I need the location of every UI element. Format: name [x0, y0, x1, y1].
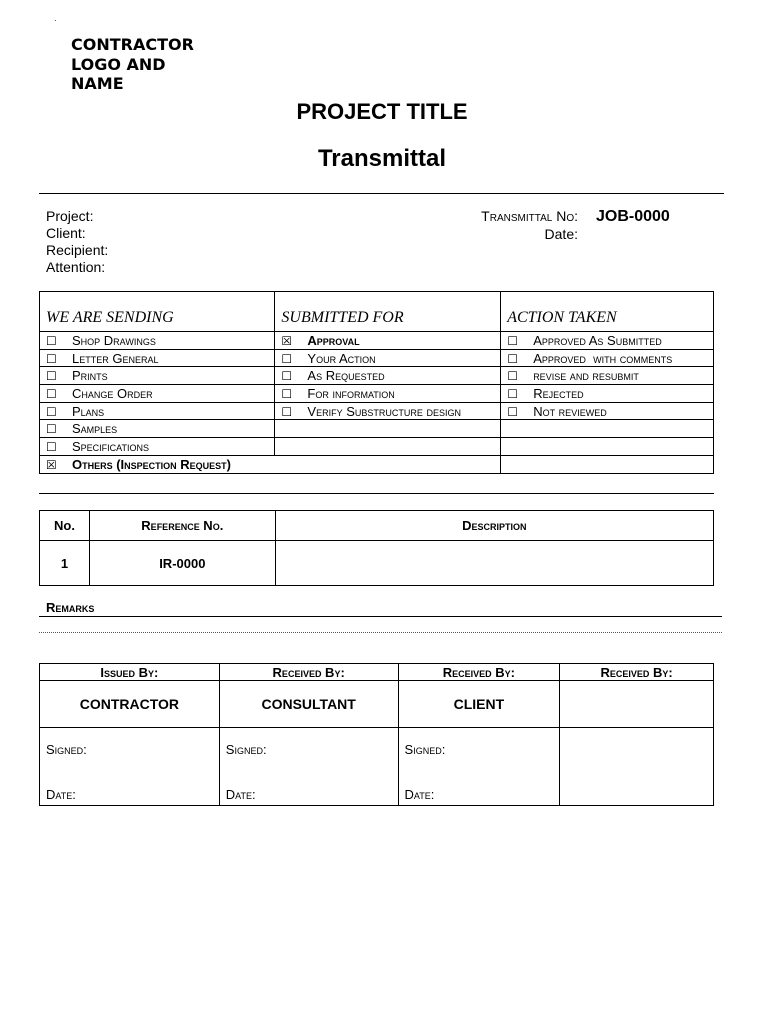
checklist-row: [40, 349, 714, 367]
checkbox-approved-with-comments[interactable]: ☐ Approved with comments: [501, 349, 714, 367]
table-row: [40, 541, 714, 586]
remarks-dotted-line[interactable]: [39, 632, 722, 633]
section-divider: [39, 493, 714, 494]
checkbox-as-requested[interactable]: ☐ As Requested: [275, 367, 501, 385]
items-header-row: [40, 511, 714, 541]
submitted-for-heading: SUBMITTED FOR: [275, 292, 501, 332]
transmittal-checklist: [39, 291, 714, 474]
received-by-heading: Received By:: [219, 664, 398, 681]
item-description[interactable]: [275, 541, 713, 586]
action-taken-heading: ACTION TAKEN: [501, 292, 714, 332]
signature-cell-empty[interactable]: [560, 728, 714, 806]
attention-label: Attention:: [46, 259, 106, 275]
checkbox-approval[interactable]: ☒ Approval: [275, 332, 501, 350]
column-no: No.: [40, 511, 90, 541]
checklist-header-row: [40, 292, 714, 332]
checkbox-verify-substructure-design[interactable]: ☐ Verify Substructure design: [275, 402, 501, 420]
items-table: [39, 510, 714, 586]
checkbox-revise-and-resubmit[interactable]: ☐ revise and resubmit: [501, 367, 714, 385]
party-client: CLIENT: [398, 681, 560, 728]
checklist-row: [40, 385, 714, 403]
party-consultant: CONSULTANT: [219, 681, 398, 728]
checkbox-shop-drawings[interactable]: ☐ Shop Drawings: [40, 332, 275, 350]
signoff-table: [39, 663, 714, 806]
checklist-row: [40, 420, 714, 438]
checklist-row: [40, 332, 714, 350]
checkbox-your-action[interactable]: ☐ Your Action: [275, 349, 501, 367]
checkbox-rejected[interactable]: ☐ Rejected: [501, 385, 714, 403]
project-title: PROJECT TITLE: [296, 99, 468, 124]
document-title: Transmittal: [317, 145, 447, 172]
checklist-row: [40, 367, 714, 385]
remarks-underline: [39, 616, 722, 617]
checklist-row: [40, 438, 714, 456]
date-label: Date:: [225, 787, 256, 802]
item-reference: IR-0000: [89, 541, 275, 586]
signed-label: Signed:: [225, 742, 267, 757]
empty-cell: [501, 420, 714, 438]
column-reference-no: Reference No.: [89, 511, 275, 541]
date-label: Date:: [46, 787, 76, 802]
date-label: Date:: [404, 787, 435, 802]
date-label: Date:: [544, 226, 578, 242]
checkbox-for-information[interactable]: ☐ For information: [275, 385, 501, 403]
signed-label: Signed:: [404, 742, 446, 757]
checkbox-samples[interactable]: ☐ Samples: [40, 420, 275, 438]
empty-cell: [275, 420, 501, 438]
project-label: Project:: [46, 208, 94, 224]
signoff-party-row: [40, 681, 714, 728]
checklist-row: [40, 402, 714, 420]
info-labels: [46, 208, 108, 276]
checkbox-plans[interactable]: ☐ Plans: [40, 402, 275, 420]
checkbox-letter-general[interactable]: ☐ Letter General: [40, 349, 275, 367]
signoff-signature-row: [40, 728, 714, 806]
party-empty: [560, 681, 714, 728]
signed-label: Signed:: [46, 742, 87, 757]
party-contractor: CONTRACTOR: [40, 681, 220, 728]
signature-cell-client[interactable]: [398, 728, 560, 806]
we-are-sending-heading: WE ARE SENDING: [40, 292, 275, 332]
checkbox-specifications[interactable]: ☐ Specifications: [40, 438, 275, 456]
recipient-label: Recipient:: [46, 242, 109, 258]
header-divider: [39, 193, 724, 194]
transmittal-no-value: JOB-0000: [596, 208, 670, 225]
client-label: Client:: [46, 225, 86, 241]
checkbox-prints[interactable]: ☐ Prints: [40, 367, 275, 385]
empty-cell: [275, 438, 501, 456]
item-no: 1: [40, 541, 90, 586]
signature-cell-contractor[interactable]: [40, 728, 220, 806]
checkbox-approved-as-submitted[interactable]: ☐ Approved As Submitted: [501, 332, 714, 350]
signoff-header-row: [40, 664, 714, 681]
corner-mark: ·: [54, 16, 57, 25]
checkbox-not-reviewed[interactable]: ☐ Not reviewed: [501, 402, 714, 420]
empty-cell: [501, 438, 714, 456]
checkbox-others[interactable]: ☒ Others (Inspection Request): [40, 455, 501, 473]
column-description: Description: [275, 511, 713, 541]
remarks-label: Remarks: [46, 600, 95, 615]
checkbox-change-order[interactable]: ☐ Change Order: [40, 385, 275, 403]
checklist-row: [40, 455, 714, 473]
received-by-heading: Received By:: [398, 664, 560, 681]
contractor-logo-placeholder: CONTRACTOR LOGO AND NAME: [71, 35, 194, 93]
issued-by-heading: Issued By:: [40, 664, 220, 681]
transmittal-no-label: Transmittal No:: [481, 208, 578, 224]
empty-cell: [501, 455, 714, 473]
received-by-heading: Received By:: [560, 664, 714, 681]
signature-cell-consultant[interactable]: [219, 728, 398, 806]
